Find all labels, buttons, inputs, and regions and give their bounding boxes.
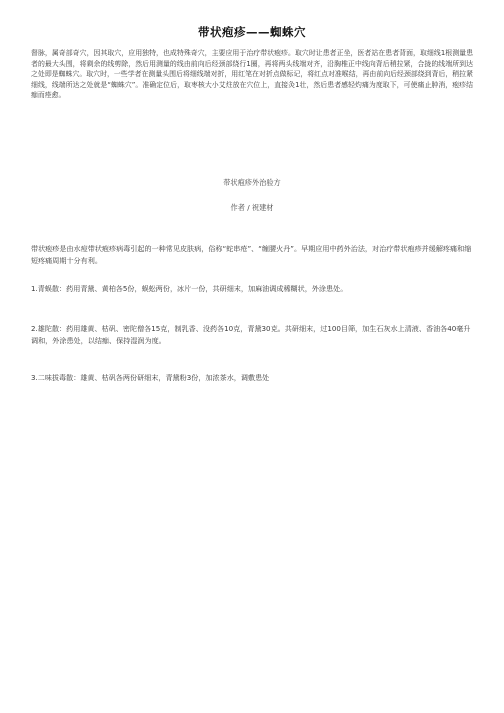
remedy-item-1: 1.青蜈散：药用青黛、黄柏各5份，蜈蚣两份，冰片一份，共研细末，加麻油调成稀糊状，外涂患处。 [31, 284, 348, 293]
remedy-item-3: 3.二味拔毒散：雄黄、枯矾各两份研细末，青黛粉3份，加浓茶水，调敷患处 [31, 373, 270, 382]
remedy-item-2: 2.雄陀散：药用雄黄、枯矾、密陀僧各15克，制乳香、没药各10克，青黛30克。共研细末，过100目筛，加生石灰水上清液、香油各40毫升调和，外涂患处，以结痂、保持湿润为度。 [31, 324, 471, 345]
intro-paragraph: 督脉，属奇部奇穴，因其取穴，应用独特，也成特殊奇穴，主要应用于治疗带状疱疹。取穴时让患者正坐，医者站在患者背面，取细线1根测量患者的最大头围，将剩余的线剪除，然后用测量的线由前向后经颈部绕行1圈，再将两头线端对齐，沿胸椎正中线向背后稍拉紧，合拢的线端所到达之处即是蜘蛛穴。取穴时，一些学者在测量头围后将细线端对折，用红笔在对折点做标记，将红点对准喉结，再由前向后经颈部绕到背后，稍拉紧细线，线端所达之处就是“蜘蛛穴”。准确定位后，取枣核大小艾炷放在穴位上，直接灸1壮，然后患者感轻灼痛为度取下，可使痛止肿消，疱疹结痂而痊愈。 [31, 49, 473, 100]
body-paragraph-1: 带状疱疹是由水痘带状疱疹病毒引起的一种常见皮肤病，俗称“蛇串疮”、“缠腰火丹”。早期应用中药外治法，对治疗带状疱疹并缓解疼痛和缩短疼痛周期十分有利。 [31, 244, 472, 265]
document-title: 带状疱疹——蜘蛛穴 [198, 25, 306, 39]
author-line: 作者 / 祝建材 [230, 203, 274, 212]
section-title: 带状疱疹外治验方 [223, 178, 281, 187]
